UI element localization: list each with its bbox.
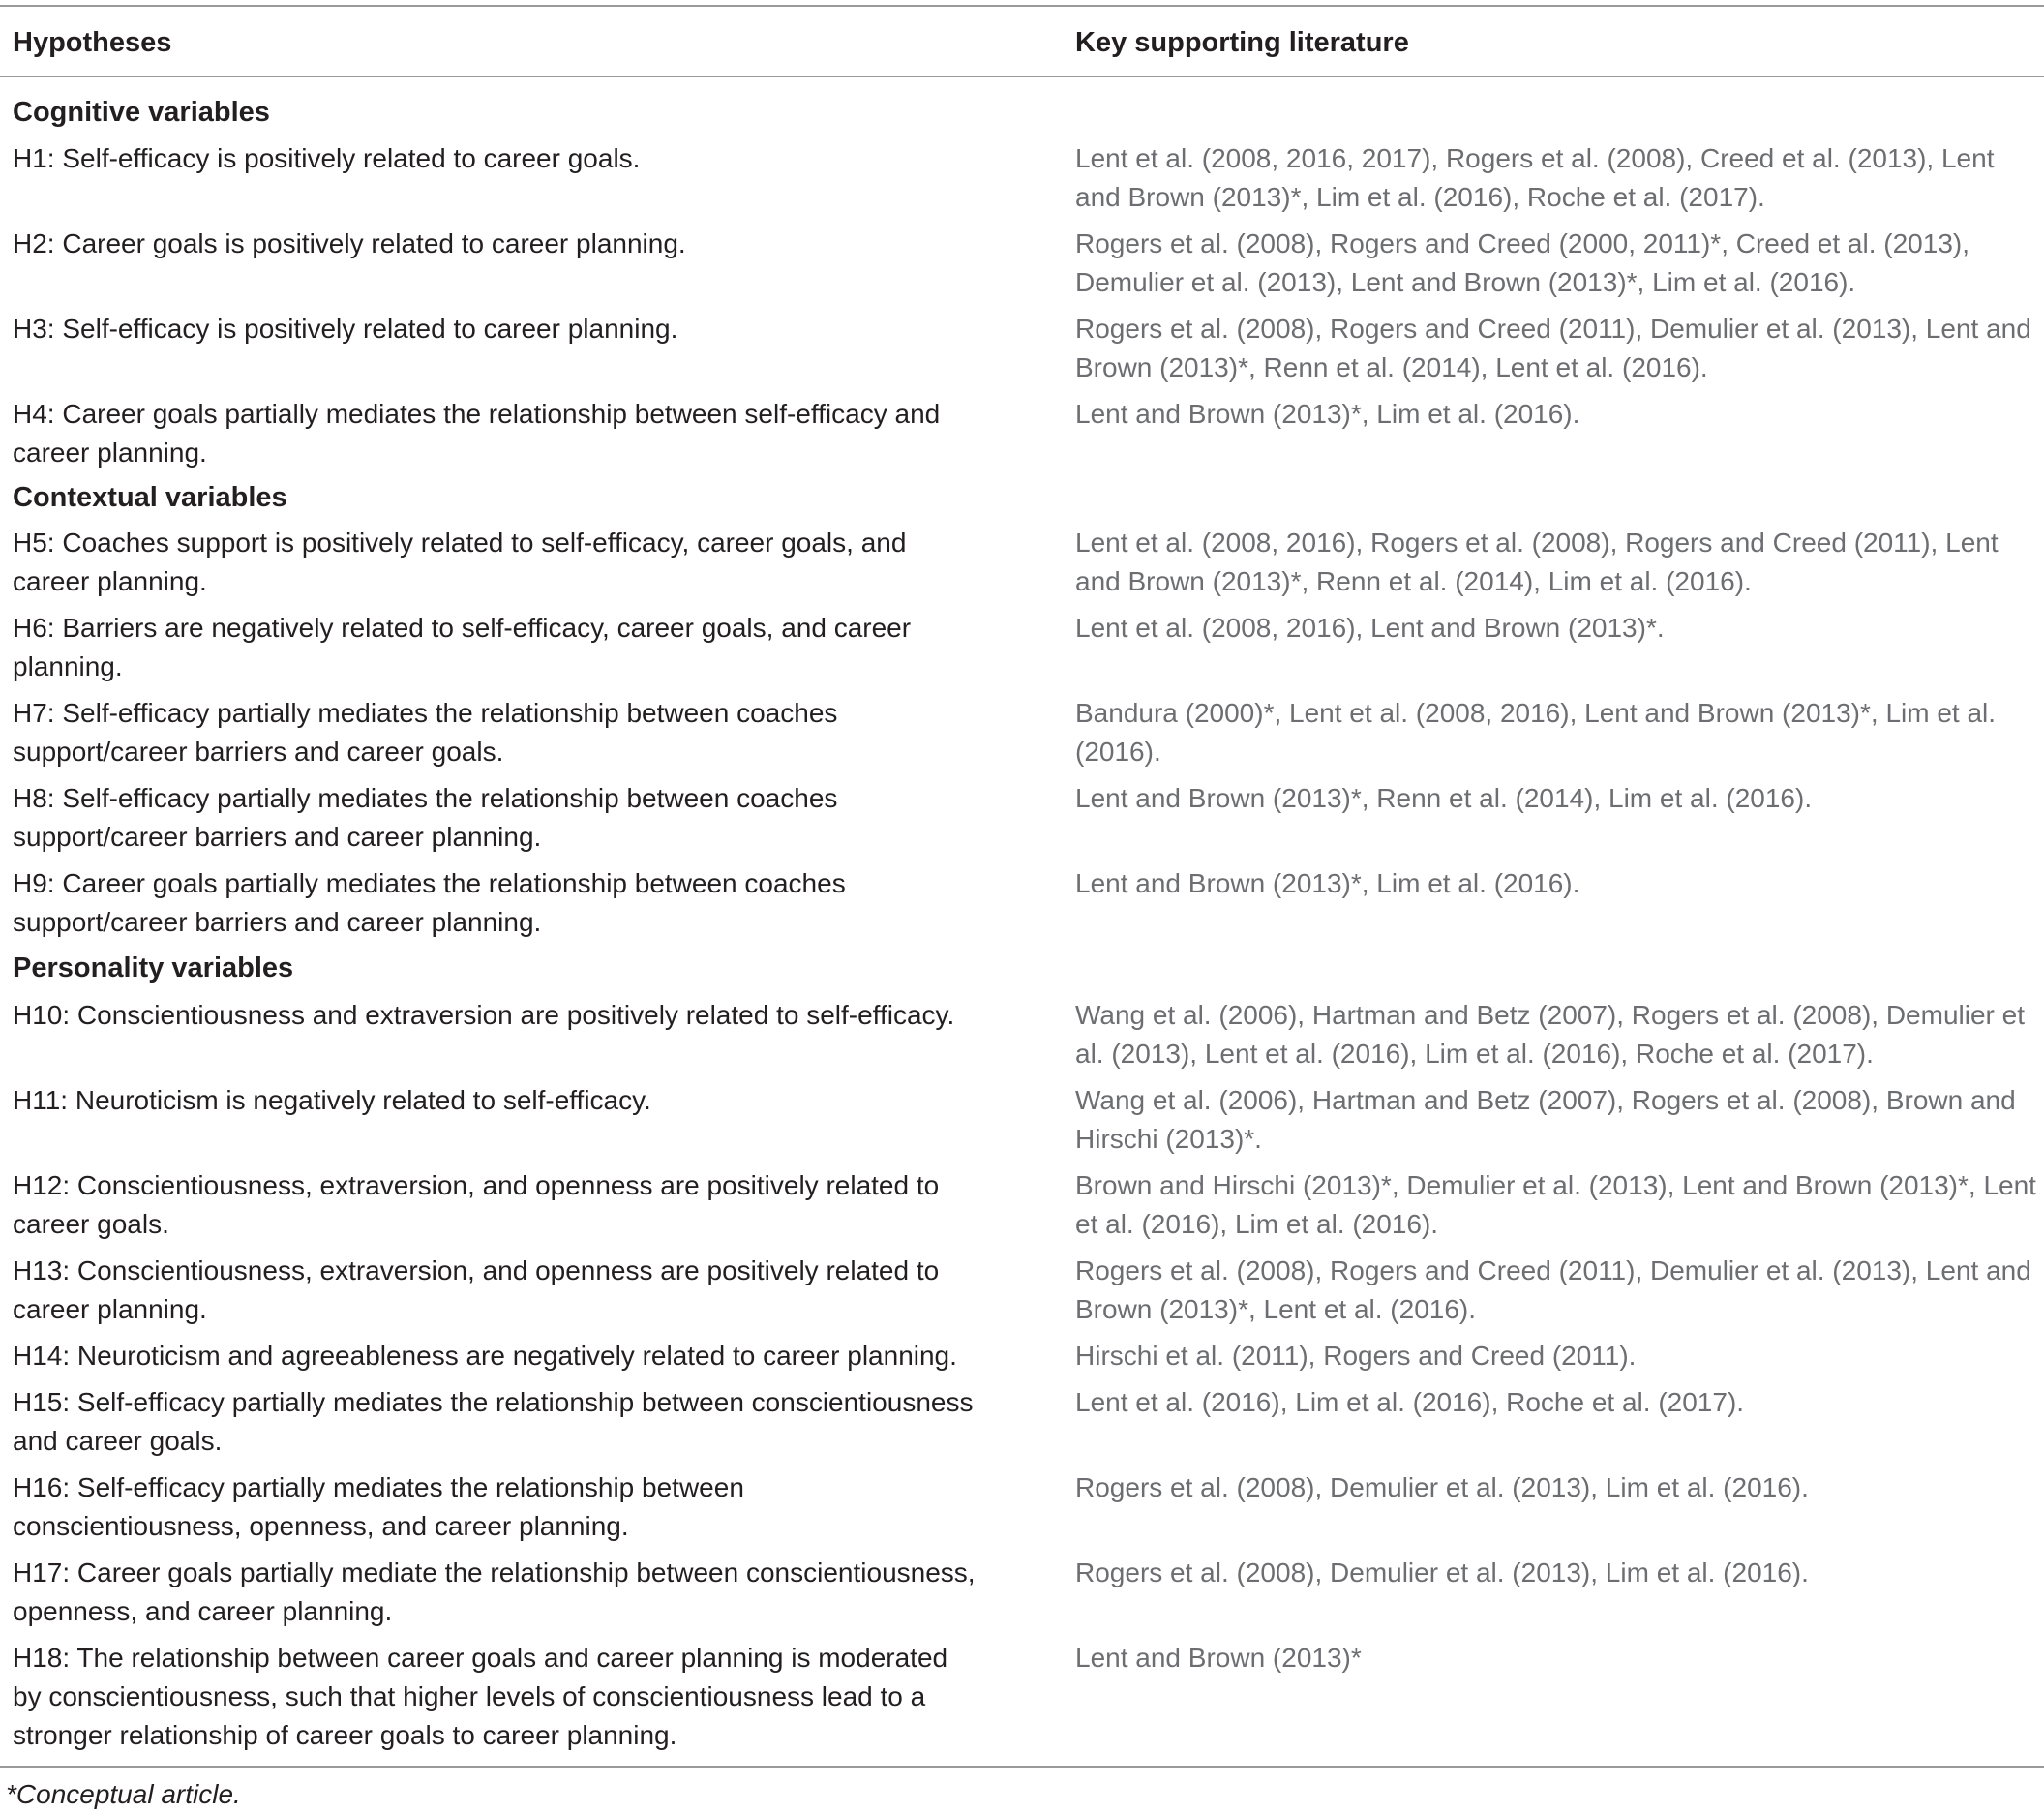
literature-cell: Lent and Brown (2013)*, Lim et al. (2016). — [1075, 399, 1580, 429]
table-bottom-rule — [0, 1766, 2044, 1768]
literature-cell: Lent and Brown (2013)*, Renn et al. (2014), Lim et al. (2016). — [1075, 783, 1813, 813]
hypothesis-cell: H12: Conscientiousness, extraversion, and openness are positively related to career goals. — [13, 1170, 940, 1239]
hypothesis-cell: H10: Conscientiousness and extraversion are positively related to self-efficacy. — [13, 1000, 955, 1030]
hypothesis-cell: H9: Career goals partially mediates the relationship between coaches support/career barriers and career planning. — [13, 868, 846, 937]
literature-cell: Lent et al. (2008, 2016), Rogers et al. (2008), Rogers and Creed (2011), Lent and Brown (2013)*, Renn et al. (2014), Lim et al. (2016). — [1075, 528, 1999, 596]
literature-cell: Lent et al. (2008, 2016), Lent and Brown (2013)*. — [1075, 613, 1665, 643]
column-header-hypotheses: Hypotheses — [13, 27, 172, 58]
literature-cell: Wang et al. (2006), Hartman and Betz (2007), Rogers et al. (2008), Demulier et al. (2013), Lent et al. (2016), Lim et al. (2016), Roche et al. (2017). — [1075, 1000, 2025, 1069]
literature-cell: Rogers et al. (2008), Rogers and Creed (2000, 2011)*, Creed et al. (2013), Demulier et al. (2013), Lent and Brown (2013)*, Lim et al. (2016). — [1075, 228, 1969, 297]
literature-cell: Bandura (2000)*, Lent et al. (2008, 2016), Lent and Brown (2013)*, Lim et al. (2016). — [1075, 698, 1997, 767]
literature-cell: Rogers et al. (2008), Demulier et al. (2013), Lim et al. (2016). — [1075, 1557, 1809, 1587]
hypothesis-cell: H3: Self-efficacy is positively related to career planning. — [13, 314, 678, 344]
literature-cell: Rogers et al. (2008), Demulier et al. (2013), Lim et al. (2016). — [1075, 1472, 1809, 1502]
hypothesis-cell: H17: Career goals partially mediate the relationship between conscientiousness, openness, and career planning. — [13, 1557, 976, 1626]
hypothesis-cell: H4: Career goals partially mediates the relationship between self-efficacy and career planning. — [13, 399, 941, 468]
hypothesis-cell: H6: Barriers are negatively related to self-efficacy, career goals, and career planning. — [13, 613, 912, 681]
hypothesis-cell: H11: Neuroticism is negatively related to self-efficacy. — [13, 1085, 651, 1115]
section-heading-contextual: Contextual variables — [13, 482, 287, 513]
literature-cell: Rogers et al. (2008), Rogers and Creed (2011), Demulier et al. (2013), Lent and Brown (2013)*, Renn et al. (2014), Lent et al. (2016). — [1075, 314, 2031, 382]
section-heading-cognitive: Cognitive variables — [13, 97, 270, 128]
literature-cell: Wang et al. (2006), Hartman and Betz (2007), Rogers et al. (2008), Brown and Hirschi (2013)*. — [1075, 1085, 2016, 1154]
literature-cell: Lent et al. (2016), Lim et al. (2016), Roche et al. (2017). — [1075, 1387, 1745, 1417]
hypothesis-cell: H16: Self-efficacy partially mediates the relationship between conscientiousness, openness, and career planning. — [13, 1472, 744, 1541]
hypothesis-cell: H15: Self-efficacy partially mediates the relationship between conscientiousness and career goals. — [13, 1387, 974, 1456]
hypothesis-cell: H5: Coaches support is positively related to self-efficacy, career goals, and career planning. — [13, 528, 907, 596]
section-heading-personality: Personality variables — [13, 952, 294, 983]
literature-cell: Hirschi et al. (2011), Rogers and Creed (2011). — [1075, 1341, 1637, 1371]
hypothesis-cell: H18: The relationship between career goals and career planning is moderated by conscientiousness, such that higher levels of conscientiousness lead to a stronger relationship of career goals to career planning. — [13, 1643, 948, 1750]
literature-cell: Brown and Hirschi (2013)*, Demulier et al. (2013), Lent and Brown (2013)*, Lent et al. (2016), Lim et al. (2016). — [1075, 1170, 2036, 1239]
column-header-literature: Key supporting literature — [1075, 27, 1409, 58]
hypothesis-cell: H8: Self-efficacy partially mediates the relationship between coaches support/career barriers and career planning. — [13, 783, 838, 852]
literature-cell: Lent and Brown (2013)*, Lim et al. (2016). — [1075, 868, 1580, 898]
table-top-rule — [0, 5, 2044, 7]
literature-cell: Lent et al. (2008, 2016, 2017), Rogers et al. (2008), Creed et al. (2013), Lent and Brown (2013)*, Lim et al. (2016), Roche et al. (2017). — [1075, 143, 1995, 212]
hypothesis-cell: H13: Conscientiousness, extraversion, and openness are positively related to career planning. — [13, 1255, 940, 1324]
header-rule — [0, 76, 2044, 77]
hypothesis-cell: H1: Self-efficacy is positively related to career goals. — [13, 143, 641, 173]
literature-cell: Lent and Brown (2013)* — [1075, 1643, 1362, 1673]
table-footnote: *Conceptual article. — [6, 1779, 241, 1809]
hypothesis-cell: H7: Self-efficacy partially mediates the relationship between coaches support/career barriers and career goals. — [13, 698, 838, 767]
literature-cell: Rogers et al. (2008), Rogers and Creed (2011), Demulier et al. (2013), Lent and Brown (2013)*, Lent et al. (2016). — [1075, 1255, 2031, 1324]
hypothesis-cell: H14: Neuroticism and agreeableness are negatively related to career planning. — [13, 1341, 957, 1371]
hypothesis-cell: H2: Career goals is positively related to career planning. — [13, 228, 686, 258]
